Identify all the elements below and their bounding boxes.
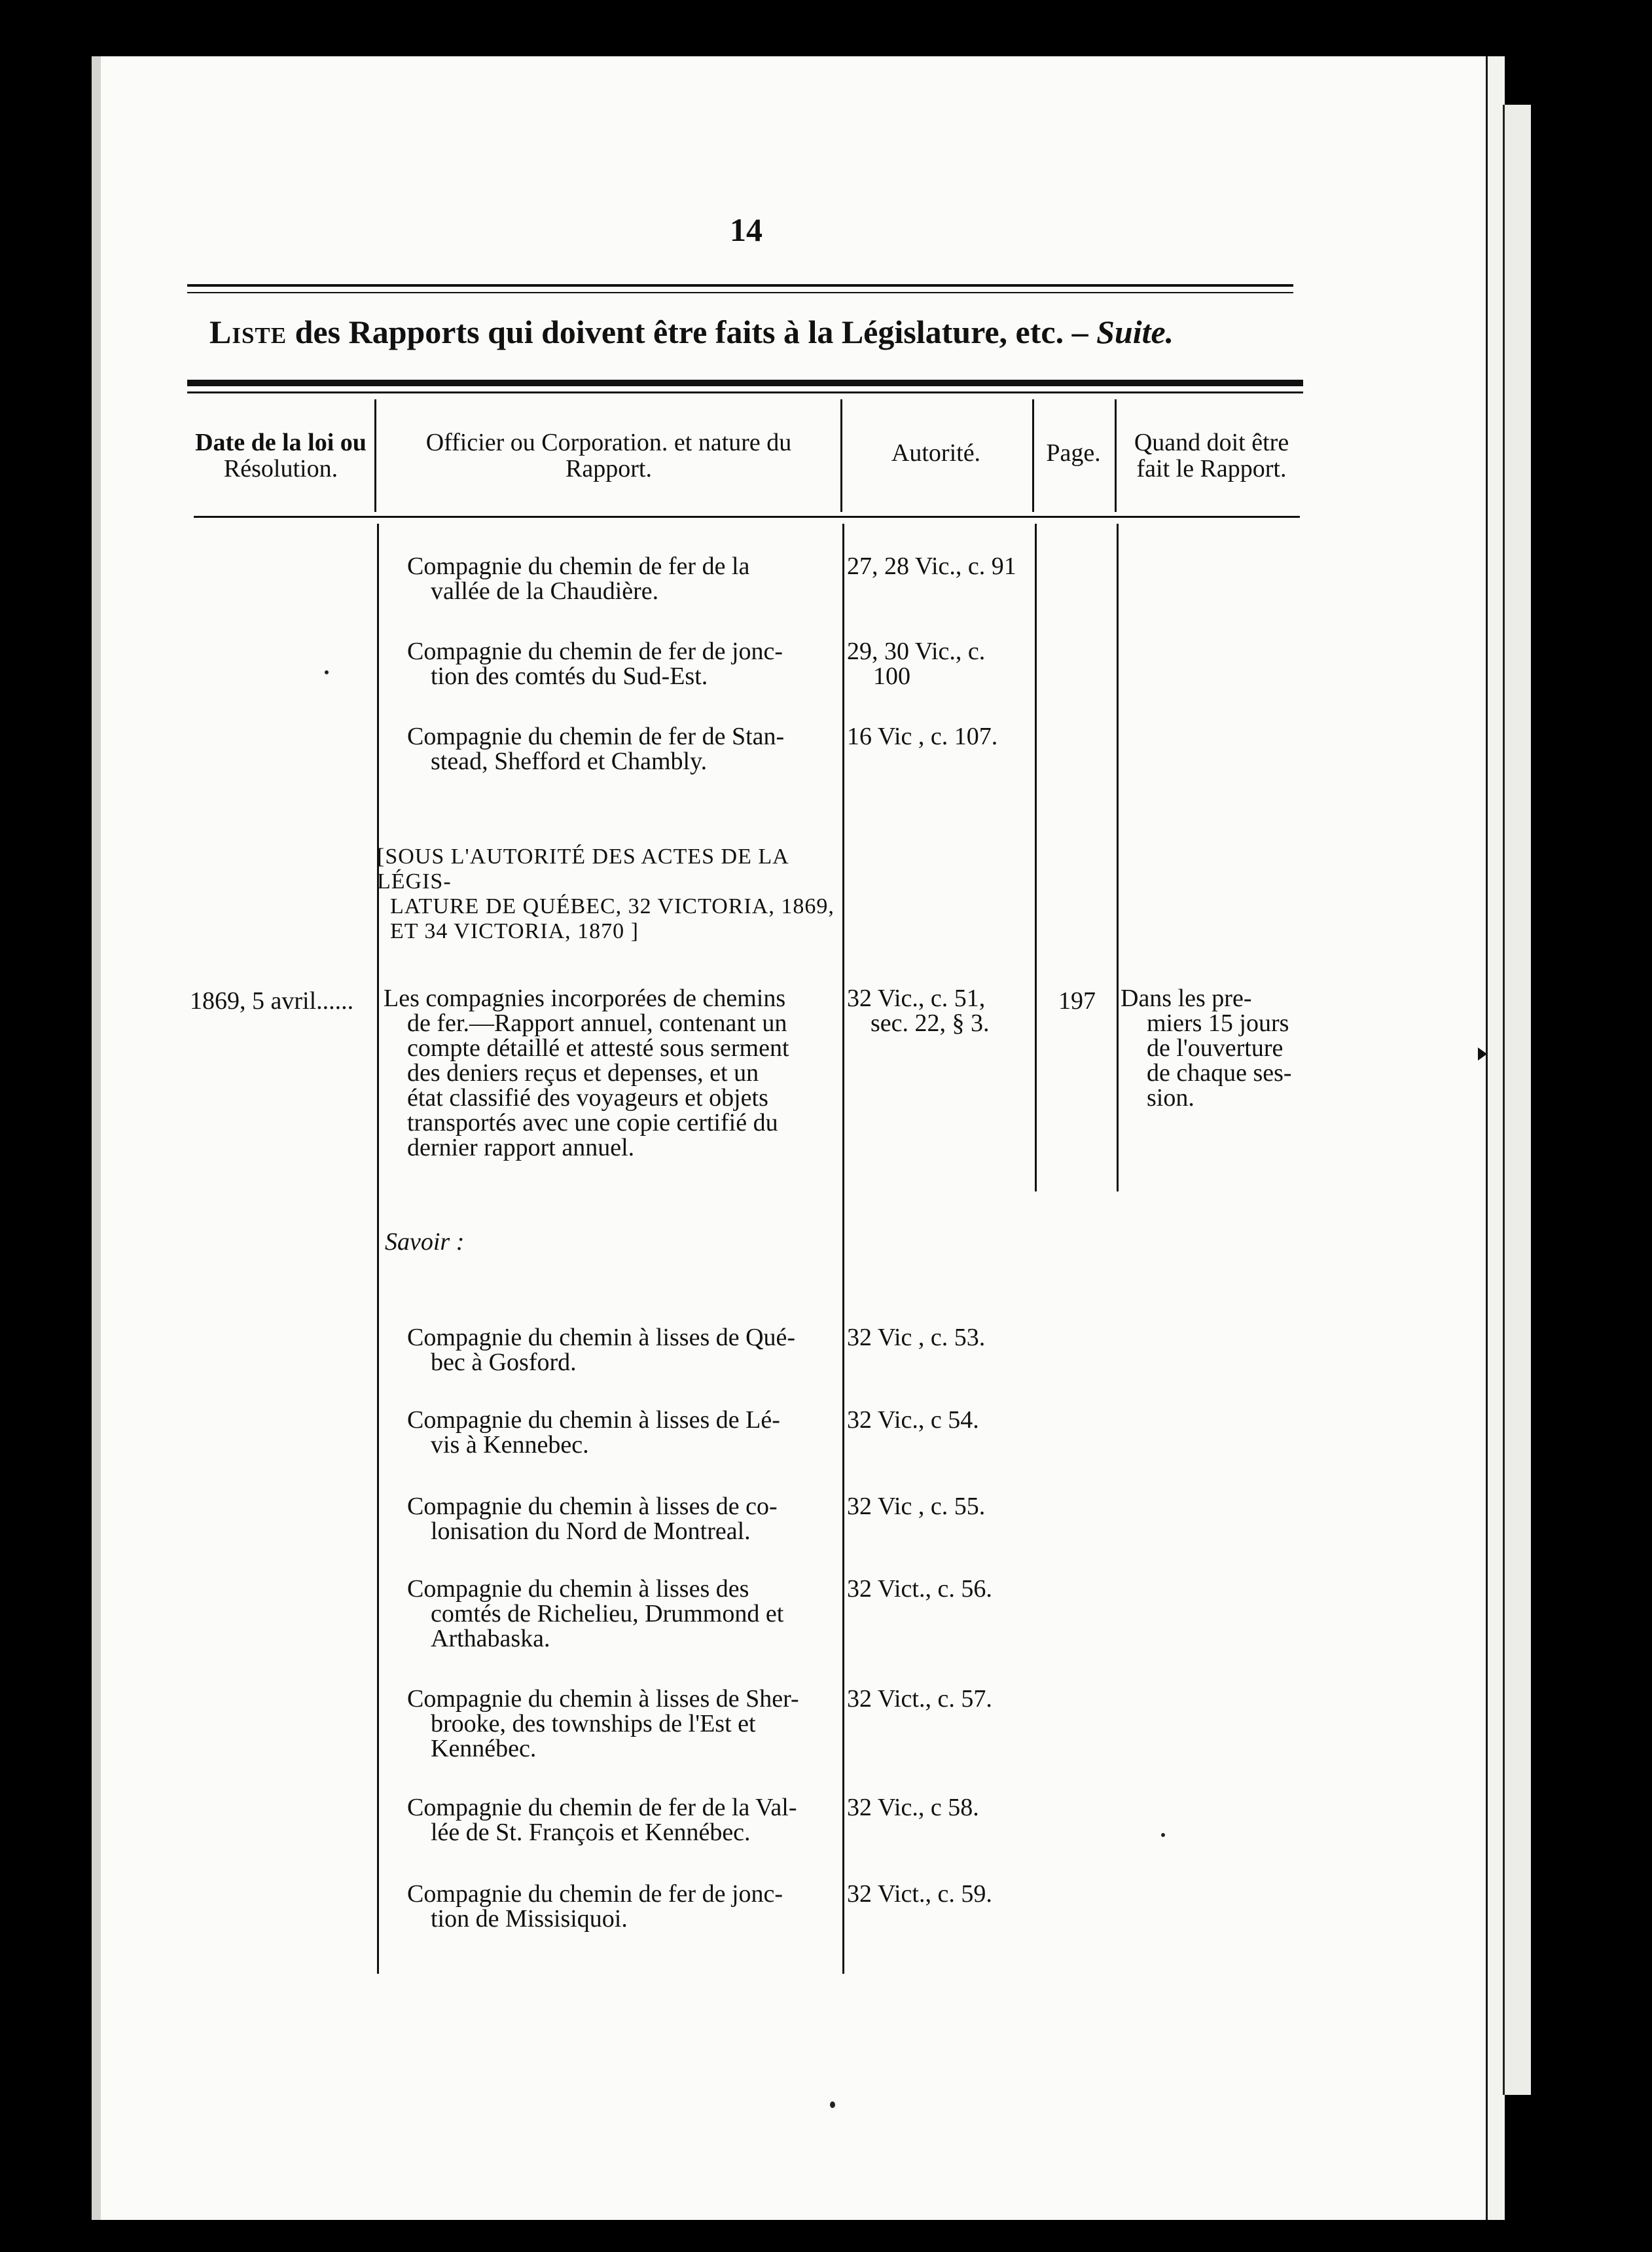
main-row-officier <box>384 986 840 1160</box>
main-row-page: 197 <box>1058 987 1096 1015</box>
page-right-edge <box>1486 56 1505 2220</box>
header-date-line2: Résolution. <box>223 455 338 482</box>
main-row-quand-line5: sion. <box>1147 1084 1194 1112</box>
row-kennebec-line1: Compagnie du chemin à lisses de Lé- <box>407 1406 780 1434</box>
header-quand-line2: fait le Rapport. <box>1136 455 1287 482</box>
row-sherbrooke-officier <box>407 1686 839 1761</box>
header-quand <box>1117 429 1306 482</box>
row-sherbrooke-line1: Compagnie du chemin à lisses de Sher- <box>407 1685 799 1713</box>
row-missisquoi-officier <box>407 1881 839 1931</box>
row-sherbrooke-line3: Kennébec. <box>431 1735 537 1762</box>
title-top-rule-2 <box>187 292 1293 293</box>
header-quand-line1: Quand doit être <box>1134 429 1289 456</box>
row-montreal-line1: Compagnie du chemin à lisses de co- <box>407 1493 778 1520</box>
header-officier-line2: Rapport. <box>566 455 652 482</box>
row-missisquoi-line1: Compagnie du chemin de fer de jonc- <box>407 1880 783 1908</box>
body-divider-1 <box>377 524 379 1974</box>
title-suite: Suite. <box>1096 314 1174 350</box>
row-sud-est-autorite-line2: 100 <box>873 663 910 690</box>
row-montreal-officier <box>407 1494 839 1544</box>
header-autorite: Autorité. <box>891 439 981 467</box>
row-sud-est-autorite <box>847 639 1030 689</box>
authority-note-line3: ET 34 VICTORIA, 1870 ] <box>390 919 639 943</box>
main-row-quand <box>1121 986 1310 1110</box>
row-sud-est-autorite-line1: 29, 30 Vic., c. <box>847 638 986 665</box>
row-sud-est-officier <box>407 639 839 689</box>
main-row-date: 1869, 5 avril...... <box>190 987 354 1015</box>
main-row-quand-line3: de l'ouverture <box>1147 1034 1284 1062</box>
row-chaudiere-autorite: 27, 28 Vic., c. 91 <box>847 553 1016 580</box>
body-divider-4 <box>1117 524 1119 1191</box>
row-st-francois-line1: Compagnie du chemin de fer de la Val- <box>407 1794 797 1821</box>
header-officier <box>380 429 838 482</box>
page-number: 14 <box>730 211 763 248</box>
row-gosford-autorite: 32 Vic , c. 53. <box>847 1324 986 1351</box>
row-missisquoi-autorite: 32 Vict., c. 59. <box>847 1880 992 1908</box>
main-row-line3: compte détaillé et attesté sous serment <box>407 1034 789 1062</box>
row-kennebec-line2: vis à Kennebec. <box>431 1431 589 1459</box>
row-stanstead-line1: Compagnie du chemin de fer de Stan- <box>407 723 785 750</box>
title-main: des Rapports qui doivent être faits à la Législature, etc. – <box>287 314 1097 350</box>
row-kennebec-autorite: 32 Vic., c 54. <box>847 1406 979 1434</box>
main-row-autorite-line2: sec. 22, § 3. <box>871 1009 990 1037</box>
row-richelieu-officier <box>407 1576 839 1651</box>
header-divider-4 <box>1115 399 1117 512</box>
header-divider-3 <box>1032 399 1034 512</box>
main-row-line6: transportés avec une copie certifié du <box>407 1109 778 1136</box>
header-top-rule-thick <box>187 380 1303 386</box>
row-kennebec-officier <box>407 1408 839 1457</box>
body-divider-3 <box>1035 524 1037 1191</box>
row-chaudiere-line2: vallée de la Chaudière. <box>431 577 659 605</box>
row-gosford-line2: bec à Gosford. <box>431 1349 577 1376</box>
scan-speck-3 <box>1161 1833 1165 1837</box>
main-row-line5: état classifié des voyageurs et objets <box>407 1084 768 1112</box>
header-bottom-rule <box>194 516 1300 518</box>
authority-note-line1: [SOUS L'AUTORITÉ DES ACTES DE LA LÉGIS- <box>377 844 788 894</box>
title-lead: Liste <box>209 314 287 350</box>
header-officier-line1: Officier ou Corporation. et nature du <box>425 429 792 456</box>
main-row-quand-line4: de chaque ses- <box>1147 1059 1292 1087</box>
main-row-autorite <box>847 986 1037 1036</box>
header-top-rule-thin <box>187 391 1303 393</box>
row-st-francois-officier <box>407 1795 839 1845</box>
row-stanstead-line2: stead, Shefford et Chambly. <box>431 748 708 775</box>
body-divider-2 <box>842 524 844 1974</box>
title-top-rule <box>187 284 1293 287</box>
header-divider-1 <box>374 399 376 512</box>
row-stanstead-autorite: 16 Vic , c. 107. <box>847 723 998 750</box>
row-gosford-officier <box>407 1325 839 1375</box>
row-sherbrooke-autorite: 32 Vict., c. 57. <box>847 1685 992 1713</box>
header-date-line1: Date de la loi ou <box>195 429 367 456</box>
authority-note-line2: LATURE DE QUÉBEC, 32 VICTORIA, 1869, <box>390 894 835 918</box>
row-montreal-autorite: 32 Vic , c. 55. <box>847 1493 986 1520</box>
row-richelieu-line2: comtés de Richelieu, Drummond et <box>431 1600 784 1627</box>
page-left-edge <box>92 56 101 2220</box>
row-richelieu-autorite: 32 Vict., c. 56. <box>847 1575 992 1603</box>
main-row-quand-line2: miers 15 jours <box>1147 1009 1289 1037</box>
scan-speck-2 <box>830 2101 835 2108</box>
main-row-autorite-line1: 32 Vic., c. 51, <box>847 985 986 1012</box>
row-stanstead-officier <box>407 724 839 774</box>
row-richelieu-line3: Arthabaska. <box>431 1625 550 1652</box>
main-row-line1: Les compagnies incorporées de chemins <box>384 985 786 1012</box>
main-row-quand-line1: Dans les pre- <box>1121 985 1252 1012</box>
page-title <box>209 313 1296 351</box>
row-st-francois-line2: lée de St. François et Kennébec. <box>431 1819 751 1846</box>
main-row-line4: des deniers reçus et depenses, et un <box>407 1059 759 1087</box>
scan-speck-1 <box>325 670 329 674</box>
savoir-label: Savoir : <box>385 1228 465 1256</box>
header-page: Page. <box>1046 439 1101 467</box>
row-sud-est-line1: Compagnie du chemin de fer de jonc- <box>407 638 783 665</box>
main-row-line7: dernier rapport annuel. <box>407 1134 635 1161</box>
row-gosford-line1: Compagnie du chemin à lisses de Qué- <box>407 1324 796 1351</box>
page-right-edge-back <box>1503 105 1531 2095</box>
header-date <box>186 429 376 482</box>
row-st-francois-autorite: 32 Vic., c 58. <box>847 1794 979 1821</box>
row-sherbrooke-line2: brooke, des townships de l'Est et <box>431 1710 756 1737</box>
row-richelieu-line1: Compagnie du chemin à lisses des <box>407 1575 749 1603</box>
row-montreal-line2: lonisation du Nord de Montreal. <box>431 1517 751 1545</box>
scan-arrow-mark <box>1478 1047 1487 1061</box>
row-chaudiere-officier <box>407 554 839 604</box>
header-divider-2 <box>840 399 842 512</box>
row-sud-est-line2: tion des comtés du Sud-Est. <box>431 663 708 690</box>
authority-note <box>377 844 842 944</box>
main-row-line2: de fer.—Rapport annuel, contenant un <box>407 1009 787 1037</box>
row-chaudiere-line1: Compagnie du chemin de fer de la <box>407 553 750 580</box>
row-missisquoi-line2: tion de Missisiquoi. <box>431 1905 628 1933</box>
